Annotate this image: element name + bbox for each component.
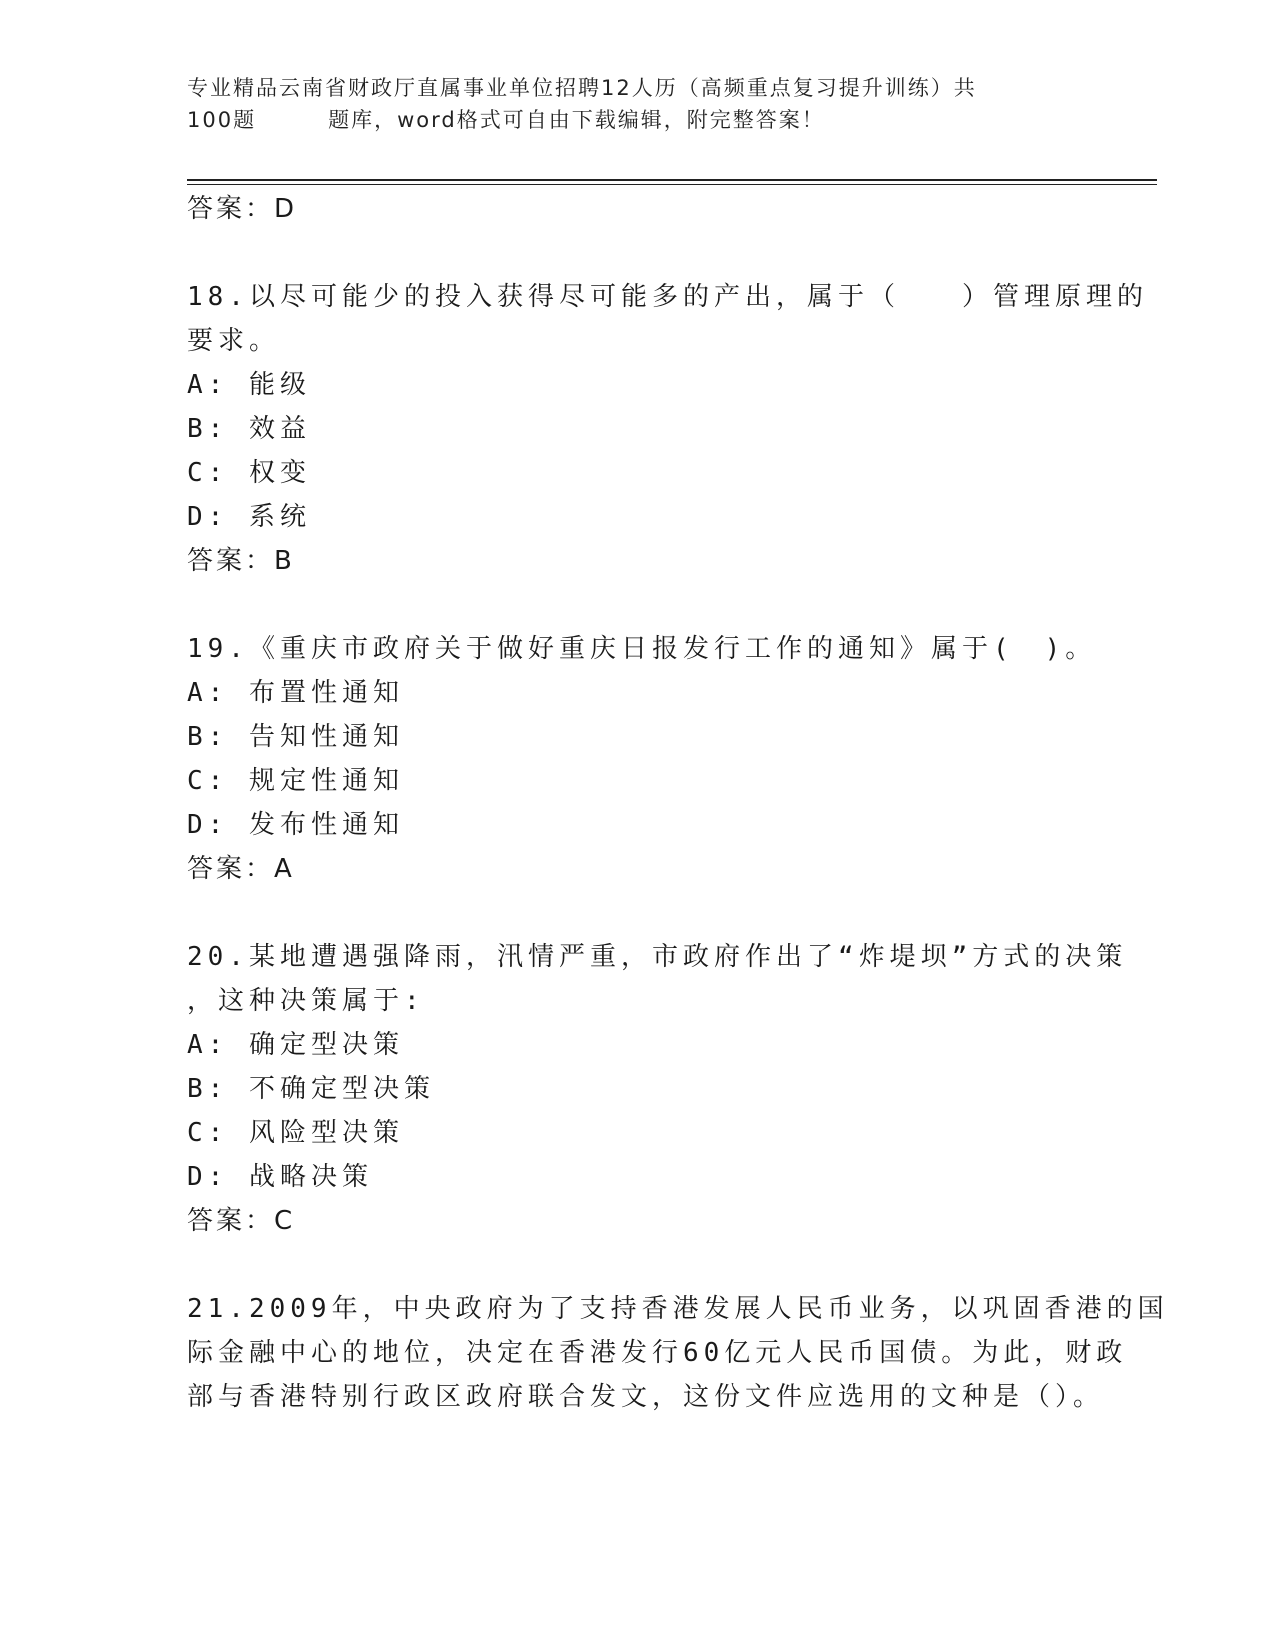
q21-stem-line-3: 部与香港特别行政区政府联合发文，这份文件应选用的文种是（）。	[187, 1382, 1105, 1412]
answer-prev: 答案：D	[187, 194, 298, 224]
header-line-1: 专业精品云南省财政厅直属事业单位招聘12人历（高频重点复习提升训练）共	[187, 76, 977, 100]
q18-stem-line-1: 18.以尽可能少的投入获得尽可能多的产出，属于（ ）管理原理的	[187, 282, 1148, 312]
q19-option-d: D: 发布性通知	[187, 810, 404, 840]
q19-option-a: A: 布置性通知	[187, 678, 404, 708]
q18-answer: 答案：B	[187, 546, 295, 576]
q20-option-b: B: 不确定型决策	[187, 1074, 435, 1104]
q20-answer: 答案：C	[187, 1206, 296, 1236]
q20-option-a: A: 确定型决策	[187, 1030, 404, 1060]
q18-option-d: D: 系统	[187, 502, 311, 532]
q21-stem-line-2: 际金融中心的地位，决定在香港发行60亿元人民币国债。为此，财政	[187, 1338, 1128, 1368]
q18-option-a: A: 能级	[187, 370, 311, 400]
q21-stem-line-1: 21.2009年，中央政府为了支持香港发展人民币业务，以巩固香港的国	[187, 1294, 1169, 1324]
q20-option-c: C: 风险型决策	[187, 1118, 404, 1148]
q18-option-b: B: 效益	[187, 414, 311, 444]
q20-option-d: D: 战略决策	[187, 1162, 373, 1192]
header-rule-thin	[187, 184, 1157, 185]
q20-stem-line-2: ，这种决策属于:	[187, 986, 425, 1016]
header-line-2	[187, 104, 1087, 136]
q18-option-c: C: 权变	[187, 458, 311, 488]
page-header	[187, 72, 1087, 136]
q20-stem-line-1: 20.某地遭遇强降雨，汛情严重，市政府作出了“炸堤坝”方式的决策	[187, 942, 1128, 972]
header-rule-thick	[187, 179, 1157, 181]
q19-option-c: C: 规定性通知	[187, 766, 404, 796]
header-count: 100题	[187, 108, 257, 132]
header-description: 题库，word格式可自由下载编辑，附完整答案！	[328, 108, 825, 132]
q18-stem-line-2: 要求。	[187, 326, 281, 356]
q19-stem-line-1: 19.《重庆市政府关于做好重庆日报发行工作的通知》属于( )。	[187, 634, 1097, 664]
q19-option-b: B: 告知性通知	[187, 722, 404, 752]
q19-answer: 答案：A	[187, 854, 295, 884]
